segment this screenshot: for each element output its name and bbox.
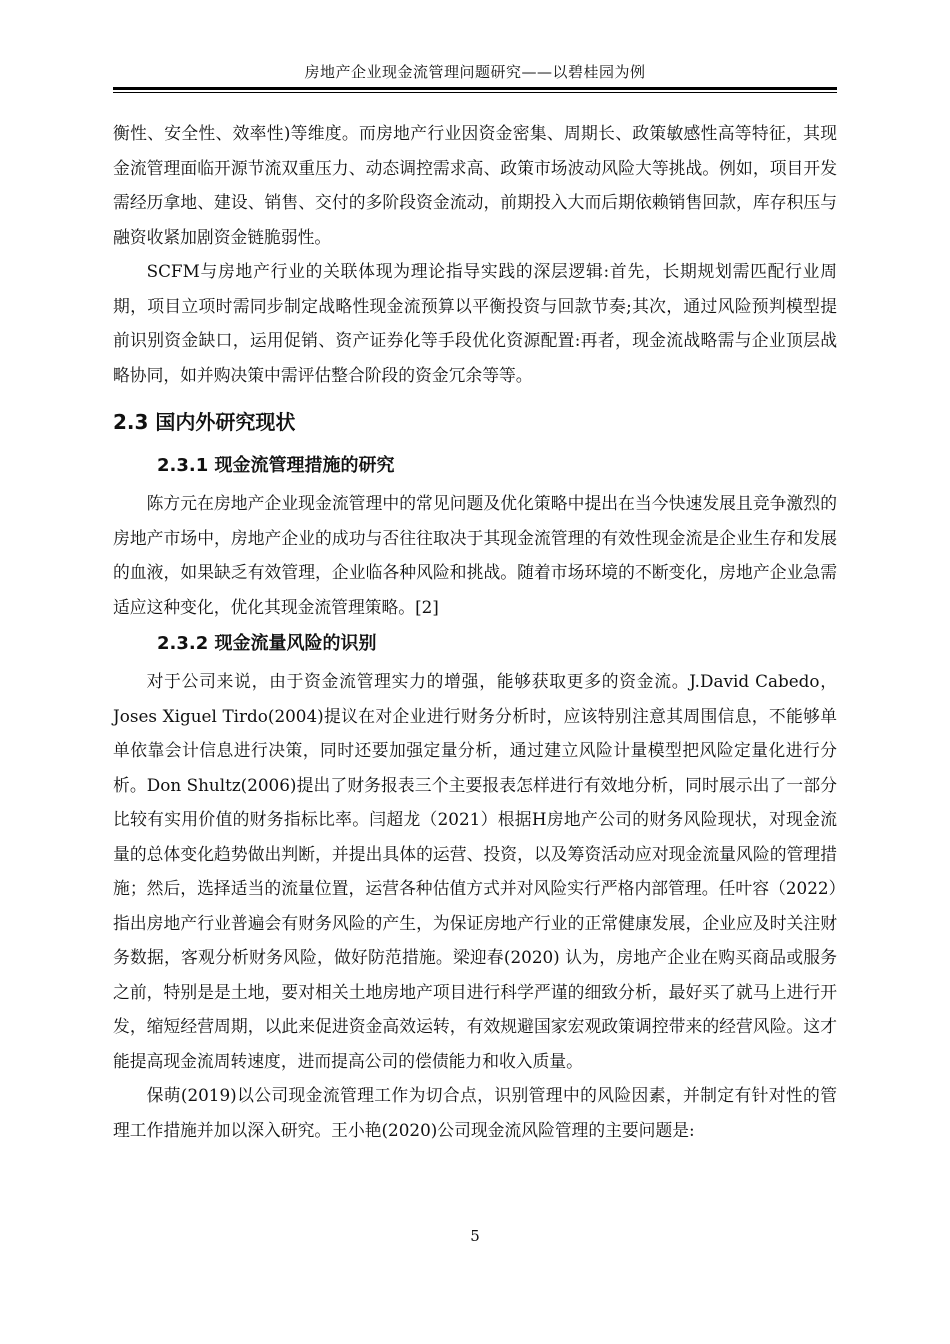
header-rule-thin [113,92,837,93]
paragraph: 衡性、安全性、效率性)等维度。而房地产行业因资金密集、周期长、政策敏感性高等特征，其现金流管理面临开源节流双重压力、动态调控需求高、政策市场波动风险大等挑战。例如，项目开发需经历拿地、建设、销售、交付的多阶段资金流动，前期投入大而后期依赖销售回款，库存积压与融资收紧加剧资金链脆弱性。 [113,123,837,247]
running-header: 房地产企业现金流管理问题研究——以碧桂园为例 [304,63,646,81]
page-body [113,116,837,1147]
paragraph: 陈方元在房地产企业现金流管理中的常见问题及优化策略中提出在当今快速发展且竞争激烈的房地产市场中，房地产企业的成功与否往往取决于其现金流管理的有效性现金流是企业生存和发展的血液，如果缺乏有效管理，企业临各种风险和挑战。随着市场环境的不断变化，房地产企业急需适应这种变化，优化其现金流管理策略。[2] [113,493,837,617]
paragraph: 保萌(2019)以公司现金流管理工作为切合点，识别管理中的风险因素，并制定有针对性的管理工作措施并加以深入研究。王小艳(2020)公司现金流风险管理的主要问题是: [113,1085,837,1140]
header-rule-thick [113,87,837,90]
paragraph: SCFM与房地产行业的关联体现为理论指导实践的深层逻辑:首先，长期规划需匹配行业周期，项目立项时需同步制定战略性现金流预算以平衡投资与回款节奏;其次，通过风险预判模型提前识别资金缺口，运用促销、资产证券化等手段优化资源配置:再者，现金流战略需与企业顶层战略协同，如并购决策中需评估整合阶段的资金冗余等等。 [113,261,837,385]
page-number: 5 [470,1227,480,1245]
subsection-heading: 2.3.2 现金流量风险的识别 [157,633,377,654]
section-heading: 2.3 国内外研究现状 [113,410,296,434]
paragraph: 对于公司来说，由于资金流管理实力的增强，能够获取更多的资金流。J.David Cabedo，Joses Xiguel Tirdo(2004)提议在对企业进行财务分析时，应该特别注意其周围信息，不能够单单依靠会计信息进行决策，同时还要加强定量分析，通过建立风险计量模型把风险定量化进行分析。Don Shultz(2006)提出了财务报表三个主要报表怎样进行有效地分析，同时展示出了一部分比较有实用价值的财务指标比率。闫超龙（2021）根据H房地产公司的财务风险现状，对现金流量的总体变化趋势做出判断，并提出具体的运营、投资，以及筹资活动应对现金流量风险的管理措施；然后，选择适当的流量位置，运营各种估值方式并对风险实行严格内部管理。任叶容（2022）指出房地产行业普遍会有财务风险的产生，为保证房地产行业的正常健康发展，企业应及时关注财务数据，客观分析财务风险，做好防范措施。梁迎春(2020) 认为，房地产企业在购买商品或服务之前，特别是是土地，要对相关土地房地产项目进行科学严谨的细致分析，最好买了就马上进行开发，缩短经营周期，以此来促进资金高效运转，有效规避国家宏观政策调控带来的经营风险。这才能提高现金流周转速度，进而提高公司的偿债能力和收入质量。 [113,671,837,1071]
subsection-heading: 2.3.1 现金流管理措施的研究 [157,455,395,476]
